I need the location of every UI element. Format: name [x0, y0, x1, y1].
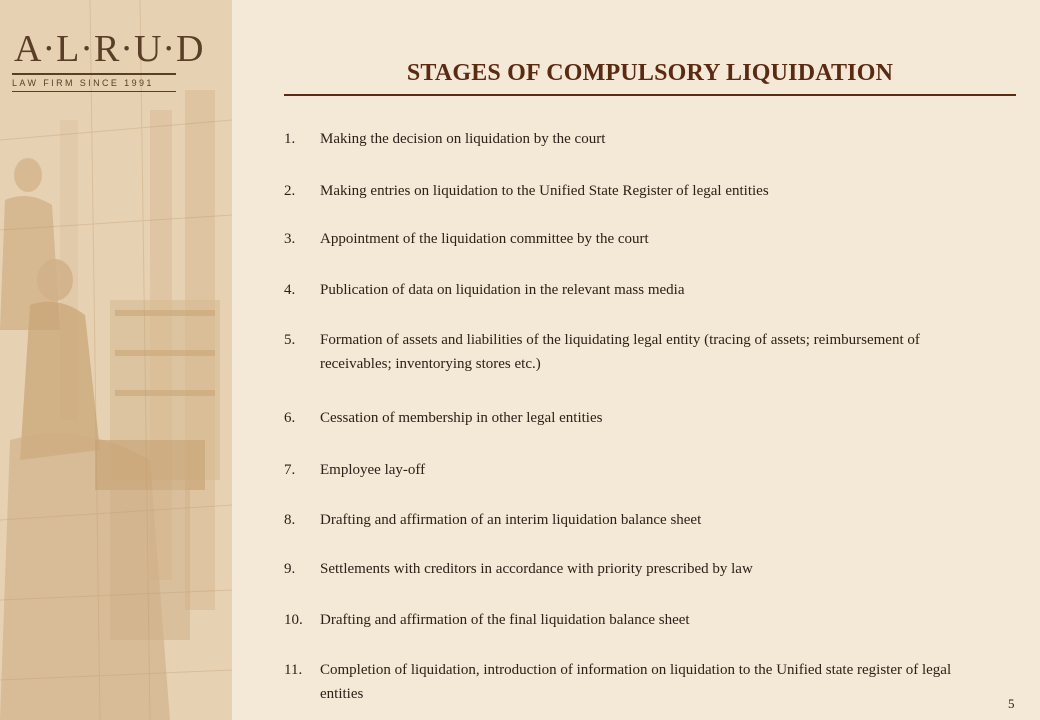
engraving-illustration: [0, 0, 232, 720]
title-underline: [284, 94, 1016, 96]
logo-divider: [12, 73, 176, 75]
item-number: 8.: [284, 512, 296, 528]
item-number: 6.: [284, 410, 296, 426]
item-text: Making the decision on liquidation by the court: [320, 131, 606, 147]
item-text: Drafting and affirmation of an interim liquidation balance sheet: [320, 512, 702, 528]
list-item: [284, 278, 960, 302]
item-number: 1.: [284, 131, 296, 147]
list-item: [284, 179, 960, 203]
item-number: 2.: [284, 183, 296, 199]
item-number: 3.: [284, 231, 296, 247]
list-item: [284, 557, 960, 581]
list-item: [284, 127, 960, 151]
list-item: [284, 328, 960, 376]
item-number: 10.: [284, 612, 303, 628]
logo-divider-bottom: [12, 91, 176, 92]
item-number: 7.: [284, 462, 296, 478]
decorative-side-panel: [0, 0, 232, 720]
item-text: Employee lay-off: [320, 462, 426, 478]
alrud-logo: [12, 28, 205, 100]
list-item: [284, 458, 960, 482]
list-item: [284, 227, 960, 251]
list-item: [284, 406, 960, 430]
page-number: 5: [1008, 696, 1015, 711]
logo-tagline: LAW FIRM SINCE 1991: [12, 78, 154, 88]
item-text: Completion of liquidation, introduction of information on liquidation to the Unified state register of legal entities: [320, 662, 952, 702]
item-number: 4.: [284, 282, 296, 298]
item-text: Formation of assets and liabilities of the liquidating legal entity (tracing of assets; reimbursement of receivables; inventorying stores etc.): [320, 332, 920, 372]
list-item: [284, 658, 960, 706]
slide-title: STAGES OF COMPULSORY LIQUIDATION: [406, 60, 894, 86]
list-item: [284, 508, 960, 532]
item-text: Cessation of membership in other legal entities: [320, 410, 603, 426]
logo-mark: A·L·R·U·D: [14, 28, 205, 70]
item-text: Making entries on liquidation to the Unified State Register of legal entities: [320, 183, 769, 199]
item-text: Publication of data on liquidation in the relevant mass media: [320, 282, 685, 298]
item-number: 11.: [284, 662, 303, 678]
item-number: 9.: [284, 561, 296, 577]
item-text: Drafting and affirmation of the final liquidation balance sheet: [320, 612, 690, 628]
item-text: Settlements with creditors in accordance with priority prescribed by law: [320, 561, 753, 577]
item-number: 5.: [284, 332, 296, 348]
list-item: [284, 608, 960, 632]
item-text: Appointment of the liquidation committee by the court: [320, 231, 649, 247]
